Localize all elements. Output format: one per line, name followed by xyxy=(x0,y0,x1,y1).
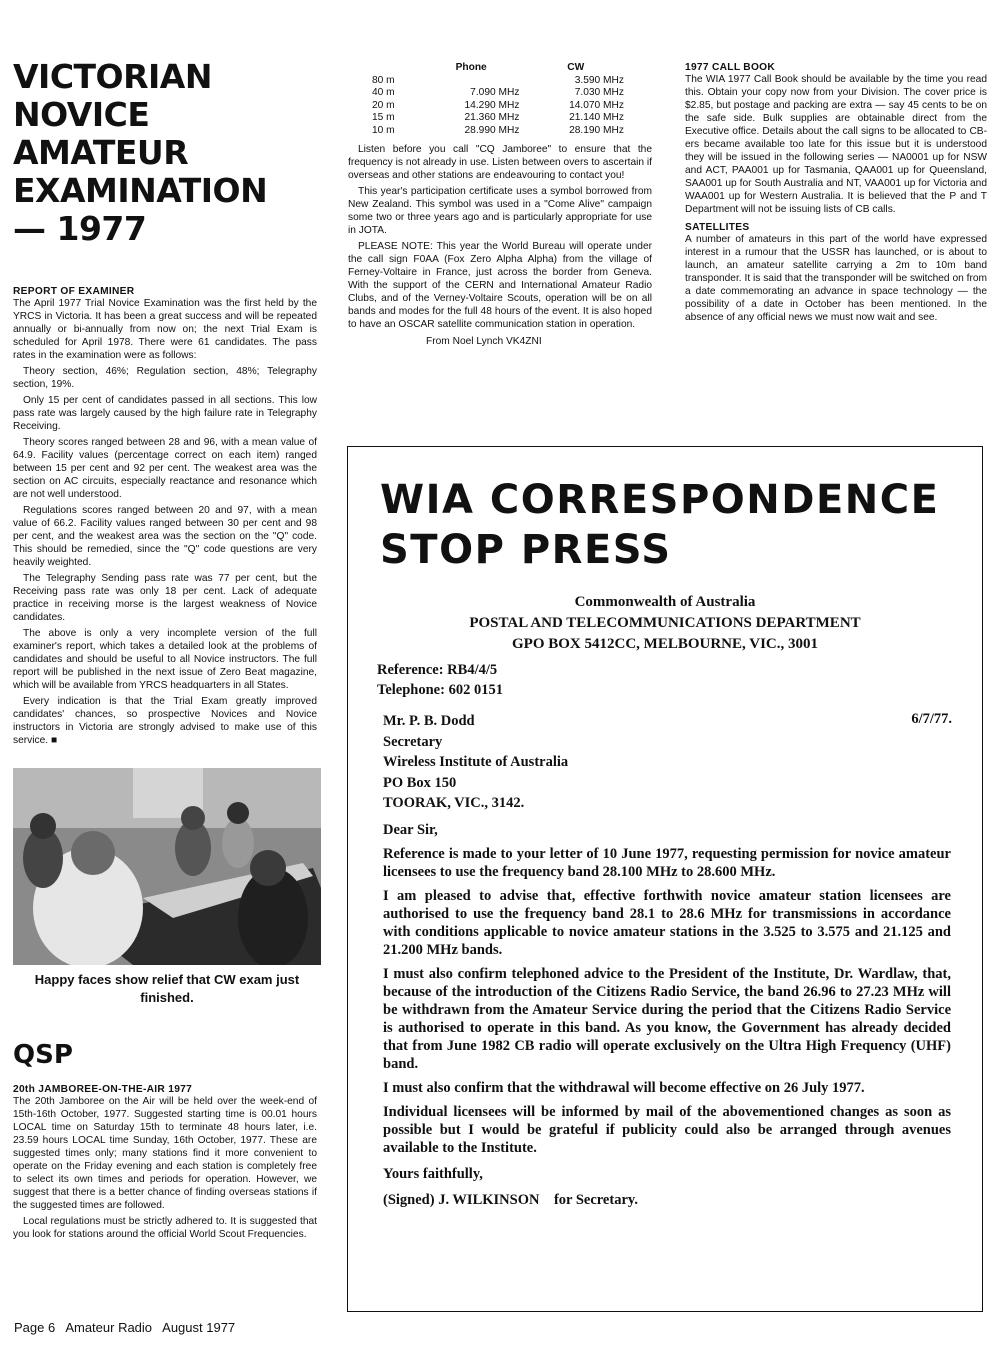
exam-photo xyxy=(13,768,321,965)
letter-body xyxy=(383,821,951,1209)
paragraph: The April 1977 Trial Novice Examination was the first held by the YRCS in Victoria. It has been a great success and will be repeated annually or bi-annually from now on; the next Trial Exam is scheduled for April 1978. There were 61 candidates. The pass rates in the examination were as follows: xyxy=(13,298,317,361)
end-mark: ■ xyxy=(50,735,58,746)
exam-title-line: — 1977 xyxy=(13,209,147,248)
table-cell: 7.030 MHz xyxy=(574,87,624,98)
salutation: Dear Sir, xyxy=(383,822,438,838)
paragraph xyxy=(13,695,317,747)
addressee-line: TOORAK, VIC., 3142. xyxy=(383,795,525,811)
exam-title-line: NOVICE AMATEUR xyxy=(13,95,189,172)
table-cell: 28.990 MHz xyxy=(464,124,520,136)
qsp-title: QSP xyxy=(13,1040,73,1070)
page-footer: Page 6 Amateur Radio August 1977 xyxy=(14,1320,236,1335)
telephone: Telephone: 602 0151 xyxy=(377,682,503,698)
photo-caption: Happy faces show relief that CW exam just finished. xyxy=(34,972,300,1005)
exam-title xyxy=(13,58,317,248)
satellites-subhead: SATELLITES xyxy=(685,222,750,233)
paragraph: PLEASE NOTE: This year the World Bureau will operate under the call sign F0AA (Fox Zero Alpha Alpha) from the village of Ferney-Voltaire in France, just across the border from Geneva. With the support of the CERN and International Amateur Radio Clubs, and of the Verney-Voltaire Scouts, operation will be on all bands and modes for the full 48 hours of the event. It is also hoped to have an OSCAR satellite communication station in operation. xyxy=(348,241,652,330)
addressee-block xyxy=(383,711,568,814)
paragraph: The WIA 1977 Call Book should be available by the time you read this. Obtain your copy now from your Division. The cover price is $2.85, but postage and packing are extra — say 45 cents to be on the safe side. Bulk supplies are obtainable direct from the Executive office. Details about the call signs to be allocated to CB-ers became available too late for this issue but it is understood they will be issued in the following series — NA0001 up for NSW and ACT, PAA001 up for Tasmania, QAA001 up for Queensland, SAA001 up for South Australia and NT, VAA001 up for Victoria and WAA001 up for Western Australia. It is believed that the P and T Department will not be issuing lists of CB calls. xyxy=(685,74,987,215)
table-row xyxy=(368,125,628,138)
table-cell: 10 m xyxy=(372,124,395,136)
reference: Reference: RB4/4/5 xyxy=(377,662,498,678)
stop-press-heading xyxy=(380,475,939,575)
table-cell: 14.290 MHz xyxy=(464,99,520,111)
closing: Yours faithfully, xyxy=(383,1166,483,1182)
table-header xyxy=(368,62,419,75)
table-cell: 21.360 MHz xyxy=(464,112,520,123)
exam-subhead: REPORT OF EXAMINER xyxy=(13,286,135,297)
satellites-body xyxy=(685,233,987,324)
exam-title-line: EXAMINATION xyxy=(13,171,268,210)
table-row xyxy=(368,75,628,88)
paragraph: The Telegraphy Sending pass rate was 77 per cent, but the Receiving pass rate was only 18 per cent. Lack of adequate practice in receiving morse is the largest weakness of Novice candidates. xyxy=(13,573,317,623)
table-cell: 14.070 MHz xyxy=(569,99,624,111)
jota-column xyxy=(348,62,652,351)
jota-body xyxy=(348,143,652,348)
signature: (Signed) J. WILKINSON for Secretary. xyxy=(383,1192,638,1208)
letter-paragraph: I must also confirm that the withdrawal will become effective on 26 July 1977. xyxy=(383,1080,865,1096)
reference-block xyxy=(377,660,503,700)
letter-date: 6/7/77. xyxy=(911,711,952,727)
heading-line-2: STOP PRESS xyxy=(380,527,672,573)
table-cell: 40 m xyxy=(372,87,395,98)
frequency-table xyxy=(368,62,628,137)
exam-body xyxy=(13,297,317,747)
table-cell: 7.090 MHz xyxy=(470,87,520,98)
paragraph: This year's participation certificate uses a symbol borrowed from New Zealand. This symbol was used in a "Come Alive" campaign some two or three years ago and is particularly appropriate for use in JOTA. xyxy=(348,186,652,236)
addressee-line: Wireless Institute of Australia xyxy=(383,754,569,770)
letter-paragraph: Individual licensees will be informed by mail of the abovementioned changes as soon as possible but I would be grateful if publicity could also be arranged through avenues available to the Institute. xyxy=(383,1104,951,1156)
table-row xyxy=(368,87,628,100)
letter-paragraph: I am pleased to advise that, effective forthwith novice amateur station licensees are authorised to use the frequency band 28.1 to 28.6 MHz for transmissions in accordance with conditions applicable to novice amateur stations in the 3.525 to 3.575 and 21.125 and 21.200 MHz bands. xyxy=(383,888,951,958)
letter-paragraph: Reference is made to your letter of 10 June 1977, requesting permission for novice amateur licensees to use the frequency band 28.100 MHz to 28.600 MHz. xyxy=(383,846,951,880)
letterhead-line: GPO BOX 5412CC, MELBOURNE, VIC., 3001 xyxy=(512,636,818,652)
qsp-subhead: 20th JAMBOREE-ON-THE-AIR 1977 xyxy=(13,1084,193,1095)
paragraph: Regulations scores ranged between 20 and 97, with a mean value of 66.2. Facility values ranged between 30 per cent and 98 per cent, and the weakest area was the section on the "Q" code. This should be remedied, since the "Q" code questions are very heavily weighted. xyxy=(13,505,317,568)
paragraph: The 20th Jamboree on the Air will be held over the week-end of 15th-16th October, 1977. Suggested starting time is 00.01 hours LOCAL time on Saturday 15th to terminate 48 hours later, i.e. 23.59 hours LOCAL time Sunday, 16th October, 1977. These are suggested times only; many stations find it more convenient to operate on the Friday evening and each station is completely free to select its own times and periods for operation. However, we suggest that there is a better chance of finding overseas stations if the suggested times are followed. xyxy=(13,1096,317,1211)
letterhead xyxy=(348,592,982,655)
paragraph-text: Every indication is that the Trial Exam greatly improved candidates' chances, so prospective Novices and Novice instructors in Victoria are strongly advised to make use of this service. xyxy=(13,696,317,746)
callbook-subhead: 1977 CALL BOOK xyxy=(685,62,776,73)
table-cell: 28.190 MHz xyxy=(569,124,624,136)
stop-press-box xyxy=(347,446,983,1312)
table-cell xyxy=(419,75,524,88)
table-cell: 20 m xyxy=(372,99,395,111)
heading-line-1: WIA CORRESPONDENCE xyxy=(380,477,940,523)
letter-paragraph: I must also confirm telephoned advice to the President of the Institute, Dr. Wardlaw, that, because of the introduction of the Citizens Radio Service, the band 26.96 to 27.23 MHz will be withdrawn from the Amateur Service during the period that the Citizens Radio Service is authorised to operate in this band. As you know, the Government has already decided that from June 1982 CB radio will operate exclusively on the Ultra High Frequency (UHF) band. xyxy=(383,966,951,1072)
callbook-body xyxy=(685,73,987,216)
table-cell: 15 m xyxy=(372,112,395,123)
exam-title-line: VICTORIAN xyxy=(13,57,212,96)
paragraph: Local regulations must be strictly adhered to. It is suggested that you look for stations around the official World Scout Frequencies. xyxy=(13,1216,317,1240)
table-row xyxy=(368,112,628,125)
paragraph: The above is only a very incomplete version of the full examiner's report, which takes a detailed look at the problems of candidates and should be useful to all Novice instructors. The full report will be published in the next issue of Zero Beat magazine, which will be available from YRCS headquarters in all States. xyxy=(13,628,317,691)
letterhead-line: Commonwealth of Australia xyxy=(574,594,756,610)
paragraph: Theory scores ranged between 28 and 96, with a mean value of 64.9. Facility values (percentage correct on each item) ranged between 15 per cent and 92 per cent. The weakest area was the section on AC circuits, especially reactance and resonance which are not well understood. xyxy=(13,437,317,500)
addressee-line: PO Box 150 xyxy=(383,774,457,791)
photo-image xyxy=(13,768,321,965)
exam-article xyxy=(13,58,317,747)
table-cell: 21.140 MHz xyxy=(569,112,624,123)
addressee-line: Secretary xyxy=(383,733,443,750)
paragraph: Listen before you call "CQ Jamboree" to ensure that the frequency is not already in use. Listen between overs to ascertain if overseas and other stations are endeavouring to contact you! xyxy=(348,144,652,181)
table-cell: 80 m xyxy=(372,74,395,86)
table-header-row xyxy=(368,62,628,75)
table-row xyxy=(368,100,628,113)
addressee-line: Mr. P. B. Dodd xyxy=(383,713,475,729)
callbook-column xyxy=(685,62,987,327)
qsp-article xyxy=(13,1040,317,1244)
table-header: Phone xyxy=(455,62,487,73)
letterhead-line: POSTAL AND TELECOMMUNICATIONS DEPARTMENT xyxy=(469,615,861,631)
table-cell: 3.590 MHz xyxy=(574,74,624,86)
qsp-body xyxy=(13,1095,317,1241)
paragraph: Theory section, 46%; Regulation section, 48%; Telegraphy section, 19%. xyxy=(13,366,317,390)
table-header: CW xyxy=(567,62,585,73)
paragraph: Only 15 per cent of candidates passed in all sections. This low pass rate was largely caused by the high failure rate in Telegraphy Receiving. xyxy=(13,395,317,432)
paragraph: A number of amateurs in this part of the world have expressed interest in a rumour that the USSR has launched, or is about to launch, an amateur satellite carrying a 2m to 10m band transponder. It is said that the transponder will be switched on from a date commemorating an advance in space technology — the possibility of a date in October has been mentioned. In the absence of any official news we must now wait and see. xyxy=(685,234,987,323)
credit: From Noel Lynch VK4ZNI xyxy=(426,336,542,347)
